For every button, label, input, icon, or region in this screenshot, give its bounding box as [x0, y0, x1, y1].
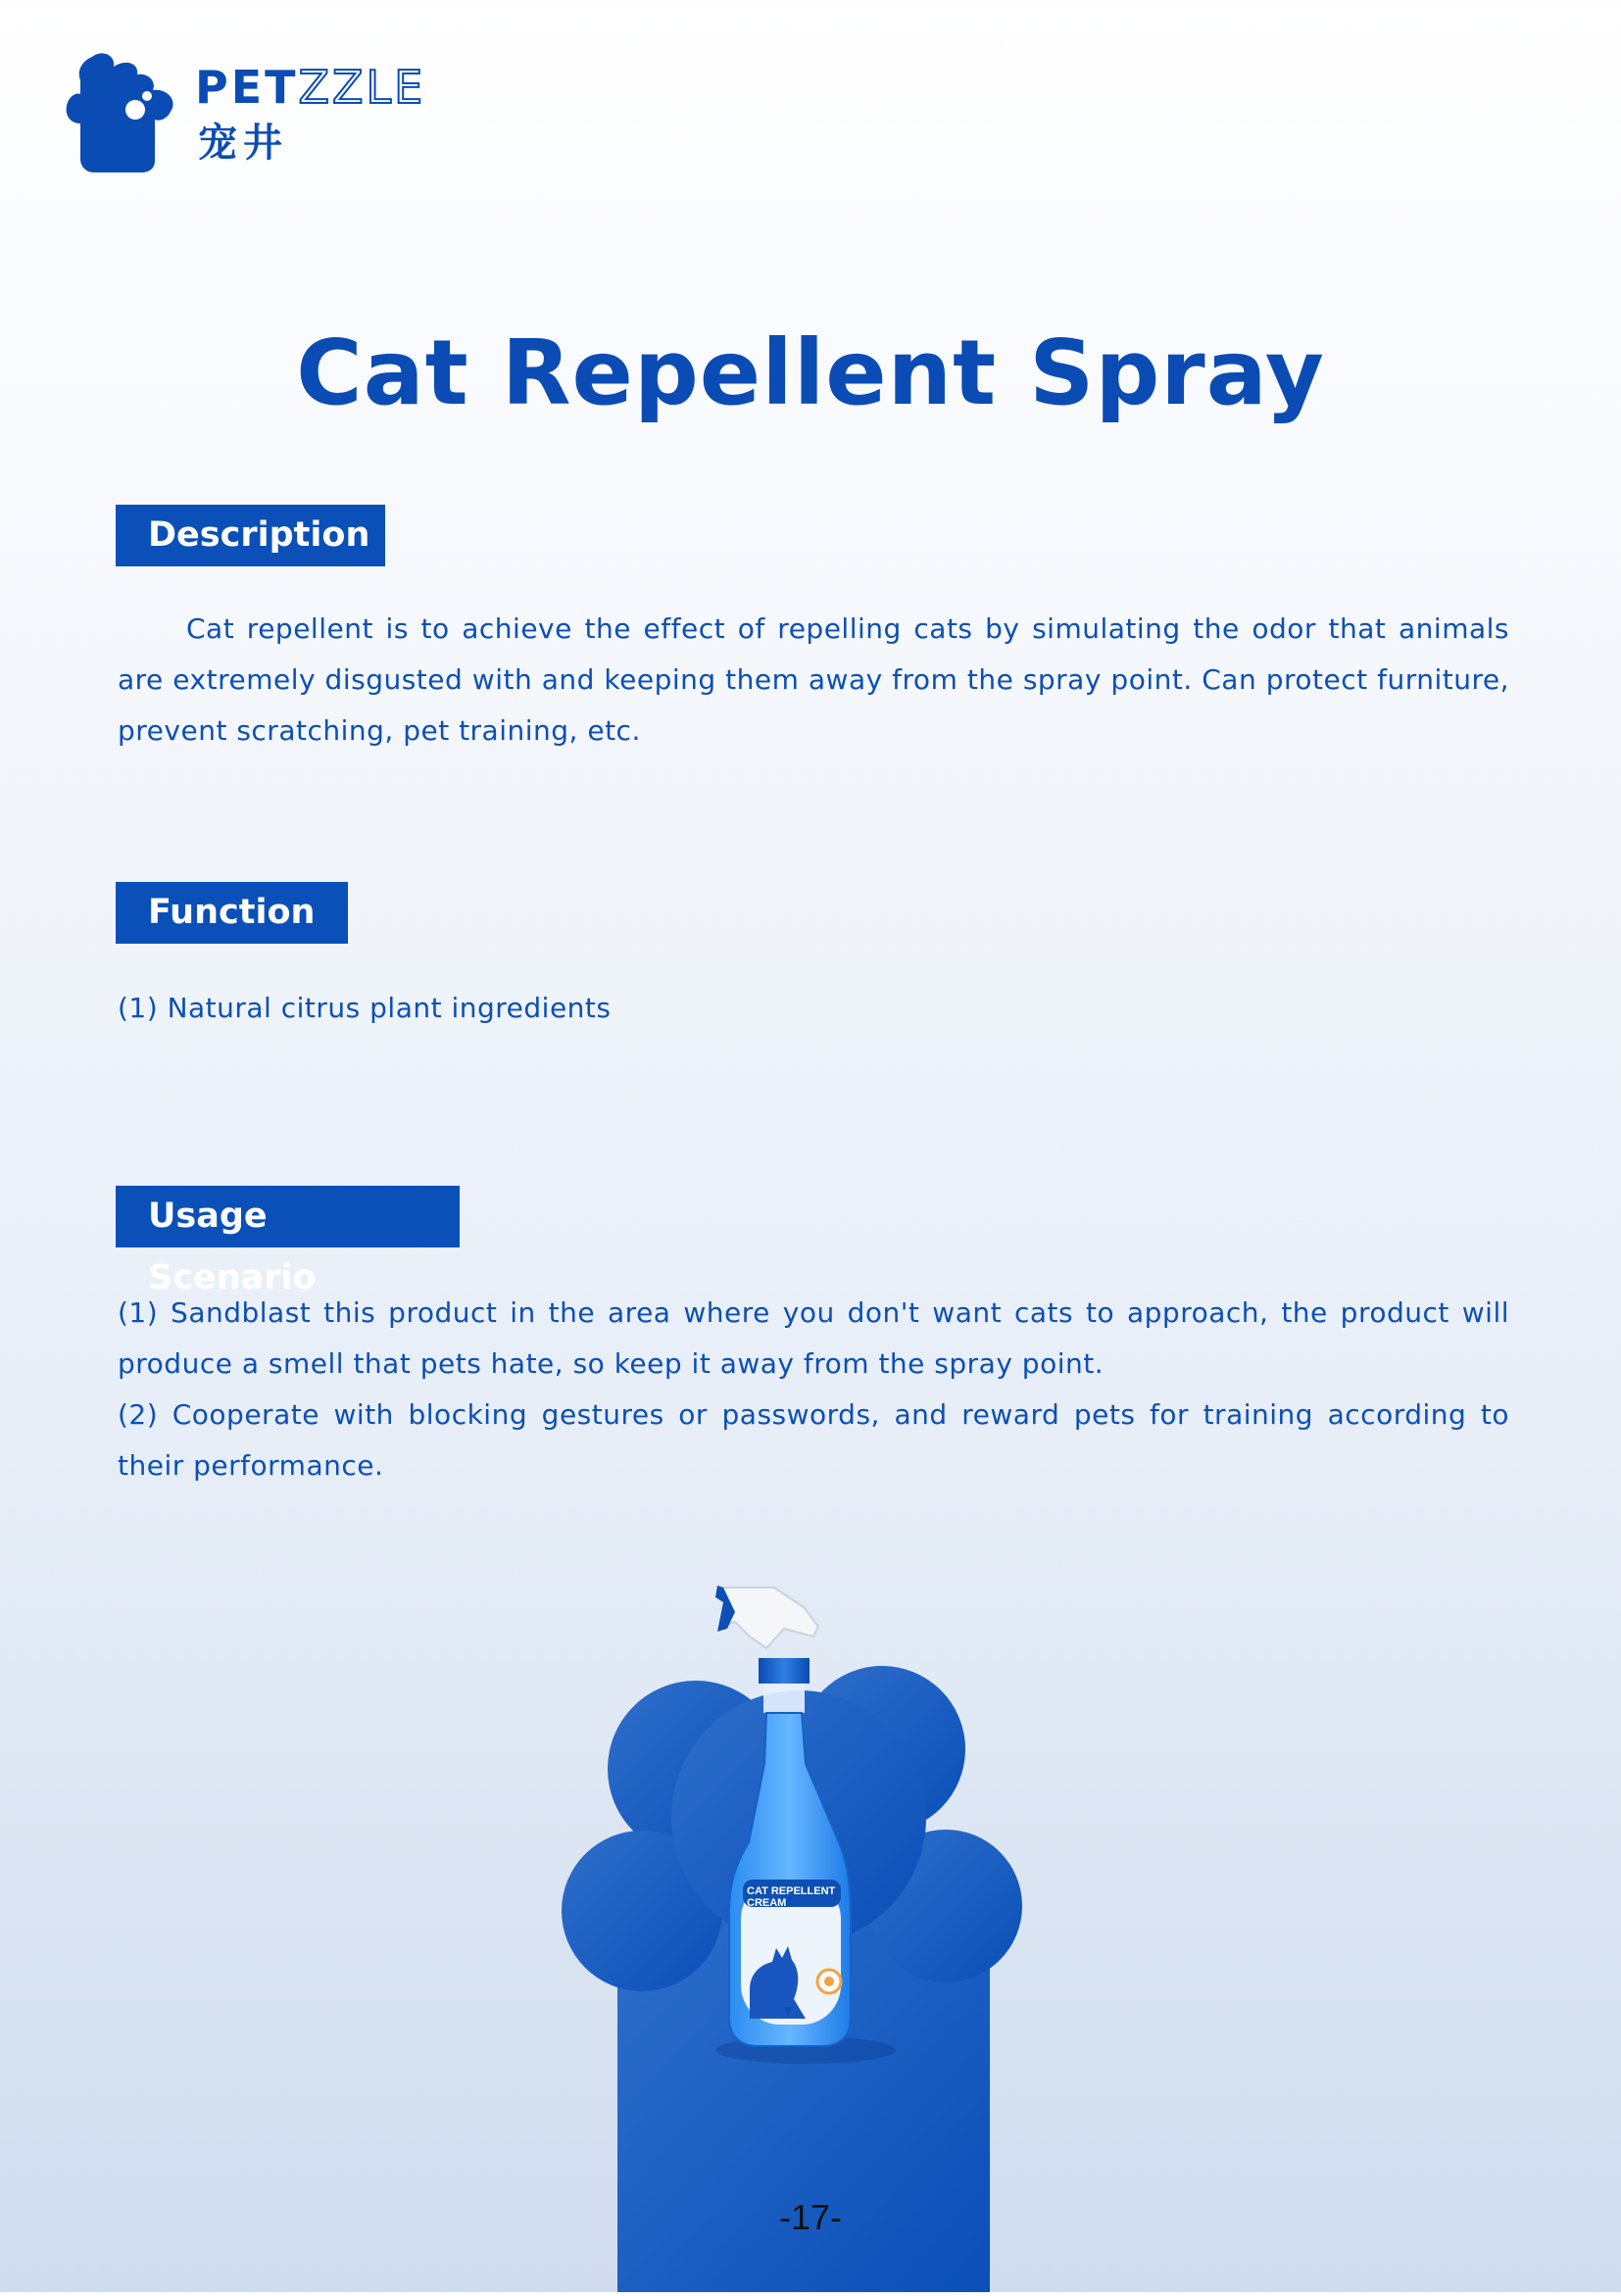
- section-label-usage-scenario: Usage Scenario: [116, 1186, 460, 1247]
- bottle-label-line-1: CAT REPELLENT: [747, 1885, 836, 1897]
- usage-item: (1) Sandblast this product in the area where you don't want cats to approach, the product will produce a smell that pets hate, so keep it away from the spray point.: [118, 1296, 1509, 1380]
- page-number: -17-: [778, 2197, 843, 2237]
- brand-chinese-name: 宠井: [198, 121, 288, 166]
- brand-wordmark: [195, 61, 426, 114]
- function-item: (1) Natural citrus plant ingredients: [118, 992, 612, 1024]
- puzzle-paw-logo-icon: [65, 51, 182, 173]
- brand-name-solid: PET: [195, 61, 299, 114]
- section-label-description: Description: [116, 505, 385, 566]
- section-label-function: Function: [116, 882, 348, 944]
- brand-name-outline: ZZLE: [298, 61, 426, 114]
- usage-item: (2) Cooperate with blocking gestures or passwords, and reward pets for training according to their performance.: [118, 1398, 1509, 1482]
- description-text: Cat repellent is to achieve the effect of repelling cats by simulating the odor that animals are extremely disgusted with and keeping them away from the spray point. Can protect furniture, prevent scratching, pet training, etc.: [118, 612, 1509, 747]
- page-title: Cat Repellent Spray: [296, 320, 1325, 425]
- product-visual: [549, 1568, 1078, 2292]
- brand-logo: [65, 51, 427, 178]
- bottle-label-line-2: CREAM: [747, 1897, 787, 1909]
- product-illustration: [549, 1568, 1078, 2292]
